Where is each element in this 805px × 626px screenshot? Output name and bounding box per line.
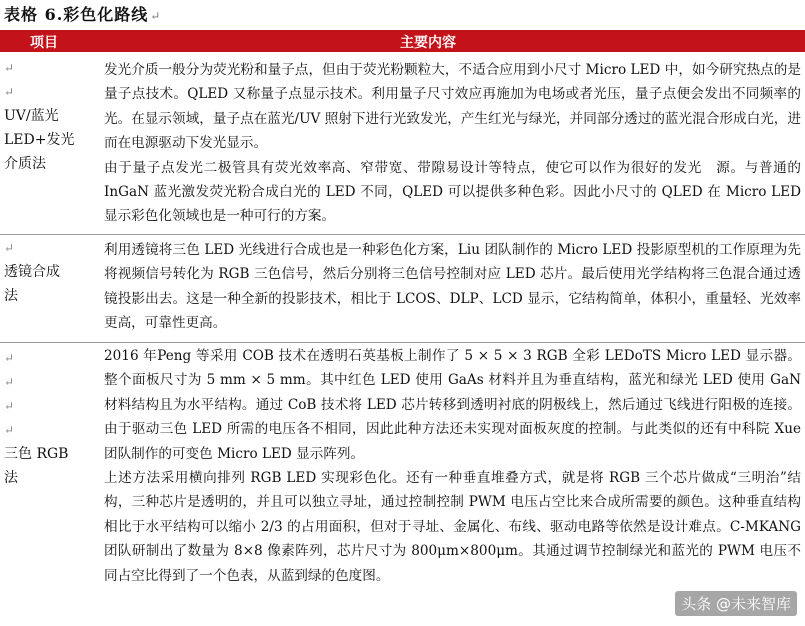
content-paragraph: 上述方法采用横向排列 RGB LED 实现彩色化。还有一种垂直堆叠方式，就是将 RGB 三个芯片做成“三明治”结构，三种芯片是透明的，并且可以独立寻址，通过控制控制 PWM 电压占空比来合成所需要的颜色。这种垂直结构相比于水平结构可以缩小 2/3 的占用面积，但对于寻址、金属化、布线、驱动电路等依然是设计难点。C-MKANG 团队研制出了数量为 8×8 像素阵列，芯片尺寸为 800μm×800μm。其通过调节控制绿光和蓝光的 PWM 电压不同占空比得到了一个色表，从蓝到绿的色度图。 bbox=[104, 470, 801, 584]
content-paragraph: 2016 年Peng 等采用 COB 技术在透明石英基板上制作了 5 × 5 × 3 RGB 全彩 LEDoTS Micro LED 显示器。整个面板尺寸为 5 mm × 5 mm。其中红色 LED 使用 GaAs 材料并且为垂直结构，蓝光和绿光 LED 使用 GaN 材料结构且为水平结构。通过 CoB 技术将 LED 芯片转移到透明衬底的阴极线上，然后通过飞线进行阳极的连接。由于驱动三色 LED 所需的电压各不相同，因此此种方法还未实现对面板灰度的控制。与此类似的还有中科院 Xue 团队制作的可变色 Micro LED 显示阵列。 bbox=[104, 348, 801, 462]
row-divider bbox=[0, 234, 805, 235]
table-header bbox=[0, 30, 805, 52]
row-divider bbox=[0, 342, 805, 343]
content-paragraph: 利用透镜将三色 LED 光线进行合成也是一种彩色化方案，Liu 团队制作的 Micro LED 投影原型机的工作原理为先将视频信号转化为 RGB 三色信号，然后分别将三色信号控制对应 LED 芯片。最后使用光学结构将三色混合通过透镜投影出去。这是一种全新的投影技术，相比于 LCOS、DLP、LCD 显示，它结构简单，体积小，重量轻、光效率更高，可靠性更高。 bbox=[104, 242, 801, 332]
row-item-line: 法 bbox=[4, 470, 18, 486]
row-item-rgb: ↵ ↵ ↵ ↵ 三色 RGB 法 bbox=[4, 351, 69, 486]
source-watermark: 头条 @未来智库 bbox=[675, 591, 797, 616]
header-content-label: 主要内容 bbox=[400, 35, 456, 51]
row-item-line: 三色 RGB bbox=[4, 446, 69, 462]
row-item-line: 介质法 bbox=[4, 156, 46, 172]
row-content-uv-blue bbox=[104, 58, 801, 229]
row-item-line: 透镜合成 bbox=[4, 264, 60, 280]
row-item-line: 法 bbox=[4, 288, 18, 304]
row-item-line: LED+发光 bbox=[4, 132, 75, 148]
row-content-lens bbox=[104, 238, 801, 336]
content-paragraph: 发光介质一般分为荧光粉和量子点，但由于荧光粉颗粒大，不适合应用到小尺寸 Micro LED 中，如今研究热点的是量子点技术。QLED 又称量子点显示技术。利用量子尺寸效应再施加为电场或者光压，量子点便会发出不同频率的光。在显示领域，量子点在蓝光/UV 照射下进行光致发光，产生红光与绿光，并同部分透过的蓝光混合形成白光，进而在电源驱动下发光显示。 bbox=[104, 62, 801, 152]
content-paragraph: 由于量子点发光二极管具有荧光效率高、窄带宽、带隙易设计等特点，使它可以作为很好的发光 源。与普通的 InGaN 蓝光激发荧光粉合成白光的 LED 不同，QLED 可以提供多种色彩。因此小尺寸的 QLED 在 Micro LED 显示彩色化领域也是一种可行的方案。 bbox=[104, 159, 801, 225]
row-item-lens: ↵ 透镜合成 法 bbox=[4, 241, 60, 304]
row-item-uv-blue: ↵ ↵ UV/蓝光 LED+发光 介质法 bbox=[4, 61, 75, 172]
header-item-label: 项目 bbox=[30, 35, 58, 51]
row-content-rgb bbox=[104, 344, 801, 588]
table-caption: 表格 6.彩色化路线 ↵ bbox=[4, 5, 162, 24]
row-item-line: UV/蓝光 bbox=[4, 108, 59, 124]
